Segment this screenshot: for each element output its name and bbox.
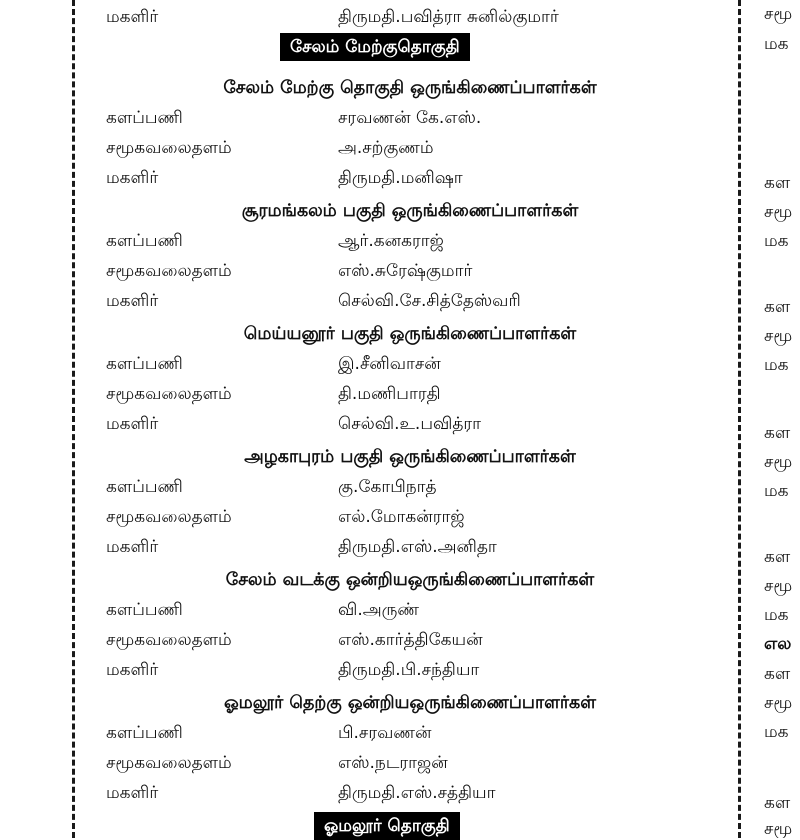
right-column-fragment	[746, 0, 800, 838]
role-label: சமூகவலைதளம்	[106, 384, 232, 404]
clipped-text-fragment: கள	[764, 664, 791, 684]
person-name: திருமதி.மனிஷா	[338, 168, 463, 188]
person-name: இ.சீனிவாசன்	[338, 354, 441, 374]
list-row	[92, 625, 728, 655]
constituency-banner: சேலம் மேற்குதொகுதி	[280, 33, 470, 61]
list-row	[92, 778, 728, 808]
person-name: செல்வி.சே.சித்தேஸ்வரி	[338, 291, 521, 311]
list-row	[92, 163, 728, 193]
person-name: எஸ்.சுரேஷ்குமார்	[338, 261, 473, 281]
clipped-text-fragment: மக	[764, 355, 789, 375]
section-heading: அழகாபுரம் பகுதி ஒருங்கிணைப்பாளர்கள்	[244, 447, 576, 467]
list-row	[92, 133, 728, 163]
clipped-text-fragment: கள	[764, 423, 791, 443]
person-name: அ.சற்குணம்	[338, 138, 434, 158]
role-label: களப்பணி	[106, 354, 183, 374]
list-row	[92, 502, 728, 532]
list-row	[92, 2, 728, 32]
role-label: மகளிர்	[106, 783, 159, 803]
clipped-text-fragment: கள	[764, 547, 791, 567]
person-name: திருமதி.பி.சந்தியா	[338, 660, 480, 680]
column-divider-right	[738, 0, 741, 838]
person-name: ஆர்.கனகராஜ்	[338, 231, 444, 251]
role-label: மகளிர்	[106, 168, 159, 188]
list-row	[92, 748, 728, 778]
person-name: எஸ்.நடராஜன்	[338, 753, 448, 773]
clipped-text-fragment: சமூ	[764, 819, 793, 838]
clipped-text-fragment: சமூ	[764, 576, 793, 596]
list-row	[92, 655, 728, 685]
role-label: மகளிர்	[106, 7, 159, 27]
clipped-text-fragment: சமூ	[764, 4, 793, 24]
section-heading: சேலம் மேற்கு தொகுதி ஒருங்கிணைப்பாளர்கள்	[223, 78, 597, 98]
role-label: களப்பணி	[106, 600, 183, 620]
role-label: மகளிர்	[106, 537, 159, 557]
clipped-text-fragment: சமூ	[764, 693, 793, 713]
clipped-text-fragment: சமூ	[764, 452, 793, 472]
person-name: வி.அருண்	[338, 600, 420, 620]
person-name: திருமதி.எஸ்.சத்தியா	[338, 783, 496, 803]
section-heading: மெய்யனூர் பகுதி ஒருங்கிணைப்பாளர்கள்	[243, 324, 577, 344]
person-name: திருமதி.எஸ்.அனிதா	[338, 537, 497, 557]
role-label: களப்பணி	[106, 231, 183, 251]
clipped-text-fragment: சமூ	[764, 326, 793, 346]
clipped-text-fragment: மக	[764, 34, 789, 54]
clipped-text-fragment: மக	[764, 231, 789, 251]
person-name: தி.மணிபாரதி	[338, 384, 441, 404]
role-label: களப்பணி	[106, 108, 183, 128]
list-row	[92, 379, 728, 409]
role-label: மகளிர்	[106, 414, 159, 434]
role-label: களப்பணி	[106, 723, 183, 743]
person-name: பி.சரவணன்	[338, 723, 432, 743]
role-label: சமூகவலைதளம்	[106, 630, 232, 650]
clipped-text-fragment: கள	[764, 173, 791, 193]
clipped-text-fragment: எல	[764, 634, 792, 654]
clipped-text-fragment: மக	[764, 605, 789, 625]
role-label: சமூகவலைதளம்	[106, 507, 232, 527]
list-row	[92, 472, 728, 502]
list-row	[92, 286, 728, 316]
constituency-banner: ஓமலூர் தொகுதி	[314, 812, 460, 840]
section-heading: ஓமலூர் தெற்கு ஒன்றியஒருங்கிணைப்பாளர்கள்	[223, 693, 597, 713]
column-divider-left	[72, 0, 75, 838]
role-label: மகளிர்	[106, 660, 159, 680]
list-row	[92, 409, 728, 439]
main-column	[92, 0, 728, 838]
list-row	[92, 595, 728, 625]
role-label: களப்பணி	[106, 477, 183, 497]
clipped-text-fragment: கள	[764, 297, 791, 317]
person-name: எஸ்.கார்த்திகேயன்	[338, 630, 483, 650]
role-label: சமூகவலைதளம்	[106, 753, 232, 773]
clipped-text-fragment: கள	[764, 793, 791, 813]
person-name: சரவணன் கே.எஸ்.	[338, 108, 482, 128]
list-row	[92, 349, 728, 379]
person-name: திருமதி.பவித்ரா சுனில்குமார்	[338, 7, 559, 27]
list-row	[92, 532, 728, 562]
clipped-text-fragment: மக	[764, 722, 789, 742]
section-heading: சேலம் வடக்கு ஒன்றியஒருங்கிணைப்பாளர்கள்	[225, 570, 595, 590]
role-label: சமூகவலைதளம்	[106, 138, 232, 158]
role-label: சமூகவலைதளம்	[106, 261, 232, 281]
list-row	[92, 226, 728, 256]
role-label: மகளிர்	[106, 291, 159, 311]
person-name: கு.கோபிநாத்	[338, 477, 437, 497]
list-row	[92, 103, 728, 133]
section-heading: சூரமங்கலம் பகுதி ஒருங்கிணைப்பாளர்கள்	[241, 201, 579, 221]
person-name: செல்வி.உ.பவித்ரா	[338, 414, 482, 434]
clipped-text-fragment: சமூ	[764, 202, 793, 222]
person-name: எல்.மோகன்ராஜ்	[338, 507, 465, 527]
list-row	[92, 718, 728, 748]
list-row	[92, 256, 728, 286]
clipped-text-fragment: மக	[764, 481, 789, 501]
